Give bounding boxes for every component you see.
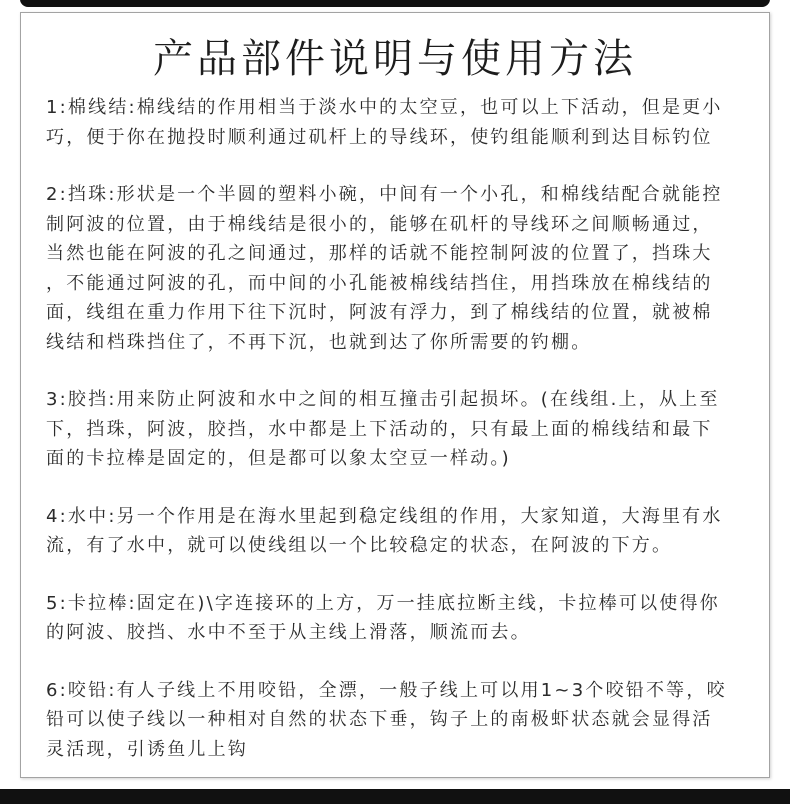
section-2-line: 线结和档珠挡住了，不再下沉，也就到达了你所需要的钓棚。 [46, 331, 592, 353]
section-3-line: 面的卡拉棒是固定的，但是都可以象太空豆一样动。) [46, 448, 511, 469]
section-6-line: 铅可以使子线以一种相对自然的状态下垂，钩子上的南极虾状态就会显得活 [46, 709, 713, 730]
section-2-line: 2:挡珠:形状是一个半圆的塑料小碗，中间有一个小孔，和棉线结配合就能控 [46, 184, 723, 205]
section-2-line: 面，线组在重力作用下往下沉时，阿波有浮力，到了棉线结的位置，就被棉 [46, 302, 713, 323]
section-4-line: 4:水中:另一个作用是在海水里起到稳定线组的作用，大家知道，大海里有水 [46, 505, 723, 527]
section-1-paragraph [46, 93, 751, 152]
section-4-line: 流，有了水中，就可以使线组以一个比较稳定的状态，在阿波的下方。 [46, 535, 673, 556]
section-5-paragraph [46, 589, 751, 648]
description-card [20, 12, 770, 778]
section-5-line: 的阿波、胶挡、水中不至于从主线上滑落，顺流而去。 [46, 622, 531, 643]
section-2-line: 制阿波的位置，由于棉线结是很小的，能够在矶杆的导线环之间顺畅通过， [46, 213, 713, 235]
section-6-line: 灵活现，引诱鱼儿上钩 [46, 738, 248, 760]
section-3-line: 3:胶挡:用来防止阿波和水中之间的相互撞击引起损坏。(在线组.上，从上至 [46, 389, 720, 410]
section-1-line: 1:棉线结:棉线结的作用相当于淡水中的太空豆，也可以上下活动，但是更小 [46, 97, 723, 118]
section-2-line: 当然也能在阿波的孔之间通过，那样的话就不能控制阿波的位置了，挡珠大 [46, 243, 713, 264]
section-6-line: 6:咬铅:有人子线上不用咬铅，全漂，一般子线上可以用1~3个咬铅不等，咬 [46, 679, 727, 701]
section-3-paragraph [46, 385, 751, 474]
section-2-line: ，不能通过阿波的孔，而中间的小孔能被棉线结挡住，用挡珠放在棉线结的 [46, 272, 713, 294]
section-6-paragraph [46, 676, 751, 765]
section-4-paragraph [46, 502, 751, 561]
section-1-line: 巧，便于你在抛投时顺利通过矶杆上的导线环，使钓组能顺利到达目标钓位 [46, 126, 713, 148]
bottom-bar [0, 789, 790, 804]
description-content [46, 93, 751, 778]
page-title: 产品部件说明与使用方法 [153, 36, 637, 82]
top-bar [20, 0, 770, 7]
section-2-paragraph [46, 180, 751, 357]
section-3-line: 下，挡珠，阿波，胶挡，水中都是上下活动的，只有最上面的棉线结和最下 [46, 418, 713, 440]
section-5-line: 5:卡拉棒:固定在)\字连接环的上方，万一挂底拉断主线，卡拉棒可以使得你 [46, 592, 720, 614]
